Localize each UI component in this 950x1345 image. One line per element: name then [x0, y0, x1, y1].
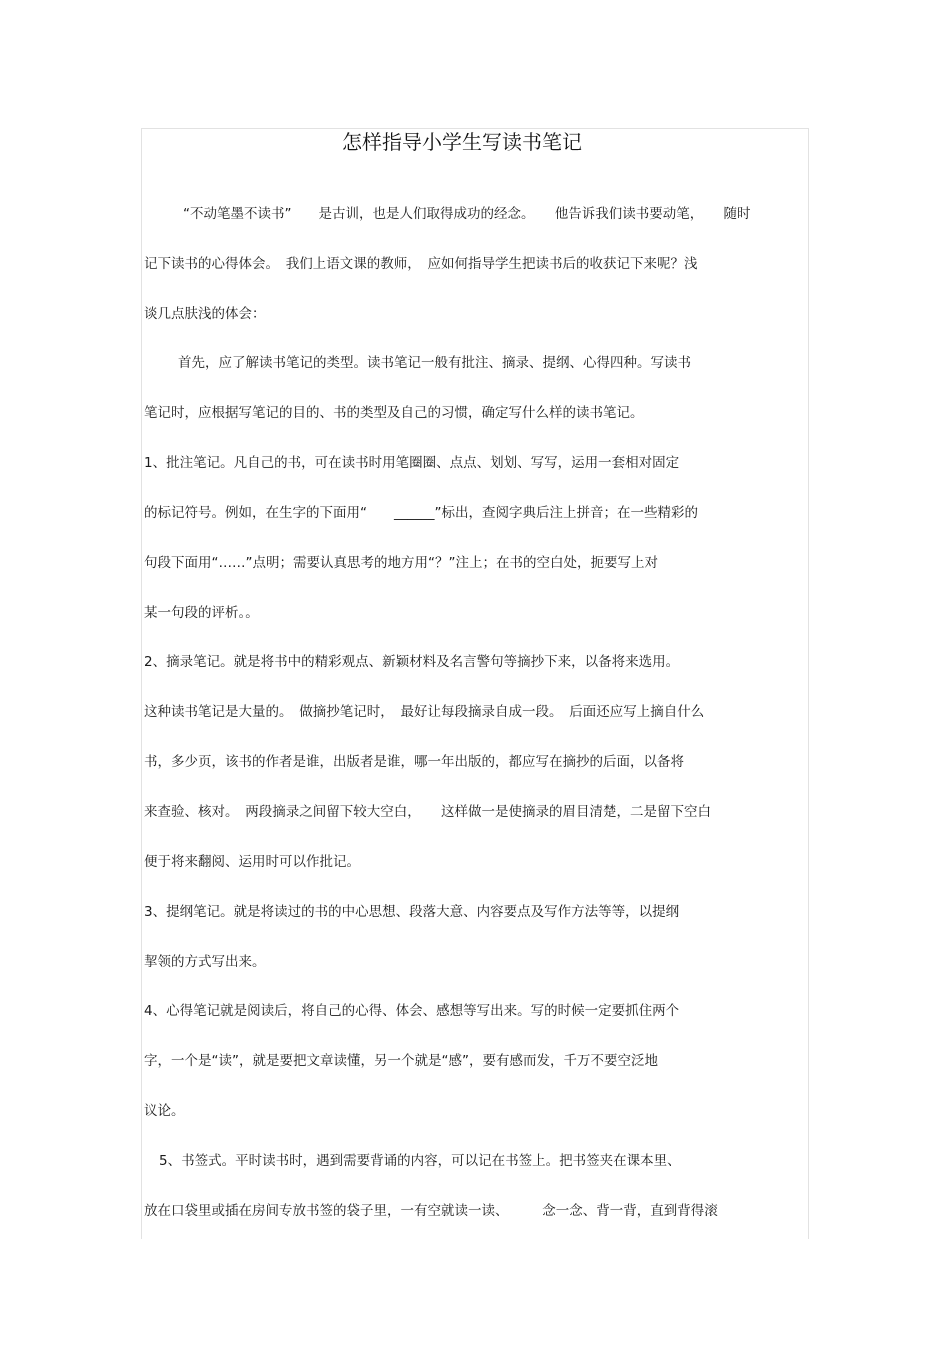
- paragraph-line-13: 来查验、核对。 两段摘录之间留下较大空白， 这样做一是使摘录的眉目清楚，二是留下空白: [144, 804, 711, 820]
- paragraph-line-15: 3、提纲笔记。就是将读过的书的中心思想、段落大意、内容要点及写作方法等等，以提纲: [144, 904, 680, 920]
- paragraph-line-16: 挈领的方式写出来。: [144, 954, 266, 970]
- paragraph-line-5: 笔记时，应根据写笔记的目的、书的类型及自己的习惯，确定写什么样的读书笔记。: [144, 405, 644, 421]
- paragraph-line-3: 谈几点肤浅的体会：: [144, 306, 266, 322]
- paragraph-line-14: 便于将来翻阅、运用时可以作批记。: [144, 854, 360, 870]
- page-border: [141, 128, 809, 1239]
- paragraph-line-12: 书，多少页，该书的作者是谁，出版者是谁，哪一年出版的，都应写在摘抄的后面，以备将: [144, 754, 684, 770]
- paragraph-line-9: 某一句段的评析。。: [144, 605, 259, 621]
- paragraph-line-11: 这种读书笔记是大量的。 做摘抄笔记时， 最好让每段摘录自成一段。 后面还应写上摘自什么: [144, 704, 705, 720]
- paragraph-line-4: 首先，应了解读书笔记的类型。读书笔记一般有批注、摘录、提纲、心得四种。写读书: [178, 355, 691, 371]
- paragraph-line-7: 的标记符号。例如，在生字的下面用“ ______”标出，查阅字典后注上拼音；在一些精彩的: [144, 505, 698, 521]
- paragraph-line-20: 5、书签式。平时读书时，遇到需要背诵的内容，可以记在书签上。把书签夹在课本里、: [159, 1153, 681, 1169]
- paragraph-line-21: 放在口袋里或插在房间专放书签的袋子里，一有空就读一读、 念一念、背一背，直到背得滚: [144, 1203, 718, 1219]
- paragraph-line-6: 1、批注笔记。凡自己的书，可在读书时用笔圈圈、点点、划划、写写，运用一套相对固定: [144, 455, 680, 471]
- paragraph-line-10: 2、摘录笔记。就是将书中的精彩观点、新颖材料及名言警句等摘抄下来，以备将来选用。: [144, 654, 680, 670]
- paragraph-line-8: 句段下面用“……”点明；需要认真思考的地方用“？”注上；在书的空白处，扼要写上对: [144, 555, 658, 571]
- paragraph-line-19: 议论。: [144, 1103, 185, 1119]
- paragraph-line-17: 4、心得笔记就是阅读后，将自己的心得、体会、感想等写出来。写的时候一定要抓住两个: [144, 1003, 680, 1019]
- document-title: 怎样指导小学生写读书笔记: [342, 130, 582, 154]
- paragraph-line-18: 字，一个是“读”，就是要把文章读懂，另一个就是“感”，要有感而发，千万不要空泛地: [144, 1053, 658, 1069]
- paragraph-line-2: 记下读书的心得体会。 我们上语文课的教师， 应如何指导学生把读书后的收获记下来呢？浅: [144, 256, 698, 272]
- paragraph-line-1: “不动笔墨不读书” 是古训，也是人们取得成功的经念。 他告诉我们读书要动笔， 随时: [183, 206, 751, 222]
